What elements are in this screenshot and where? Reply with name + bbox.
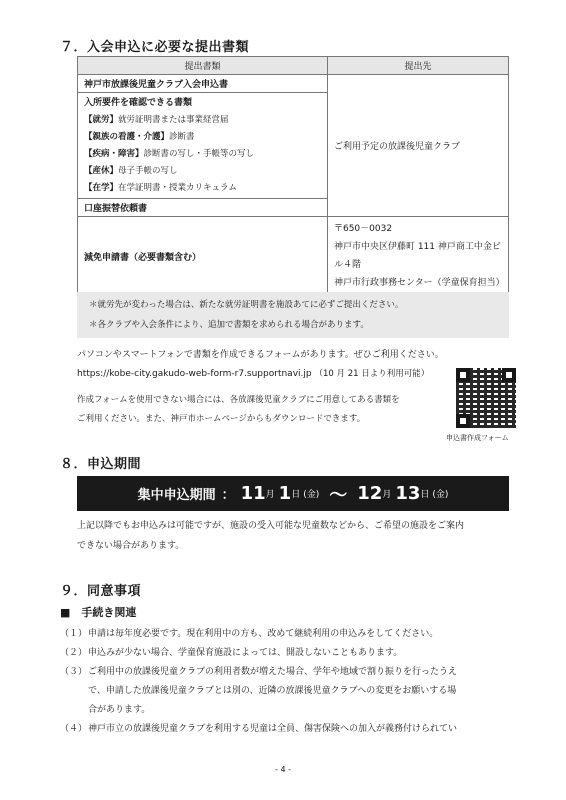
application-period-banner — [77, 476, 509, 511]
start-month-unit: 月 — [265, 490, 275, 500]
page-number: - 4 - — [275, 765, 291, 774]
tilde: ～ — [329, 484, 348, 506]
list-item: （３） ご利用中の放課後児童クラブの利用者数が増えた場合、学年や地域で割り振りを行ったうえ で、申請した放課後児童クラブとは別の、近隣の放課後児童クラブへの変更をお願いする場 合があります。 — [60, 667, 458, 715]
section-8-body-1: 上記以降でもお申込みは可能ですが、施設の受入可能な児童数などから、ご希望の施設をご案内 — [77, 521, 465, 531]
fallback-text-1: 作成フォームを使用できない場合には、各放課後児童クラブにご用意してある書類を — [77, 395, 400, 405]
note-item: ＊各クラブや入会条件により、追加で書類を求められる場合があります。 — [89, 320, 369, 330]
section-9-heading: ９．同意事項 — [60, 584, 142, 599]
start-day: 1 — [278, 483, 292, 504]
end-month: 12 — [357, 483, 383, 504]
requirement-item: 【疾病・障害】診断書の写し・手帳等の写し — [84, 149, 255, 159]
requirement-item: 【親族の看護・介護】診断書 — [84, 132, 195, 142]
row-bank-transfer: 口座振替依頼書 — [78, 199, 328, 217]
documents-table — [77, 56, 509, 296]
row-application-form: 神戸市放課後児童クラブ入会申込書 — [78, 75, 328, 93]
section-8-heading: ８．申込期間 — [60, 457, 142, 472]
list-item: （１） 申請は毎年度必要です。現在利用中の方も、改めて継続利用の申込みをしてください。 — [60, 629, 439, 639]
destination-club: ご利用予定の放課後児童クラブ — [327, 75, 508, 217]
postal-code: 〒650－0032 — [333, 224, 393, 234]
start-month: 11 — [240, 483, 266, 504]
online-form-date: （10 月 21 日より利用可能） — [314, 369, 430, 379]
list-item: （４） 神戸市立の放課後児童クラブを利用する児童は全員、傷害保険への加入が義務付けられてい — [60, 724, 458, 734]
notes-box — [77, 292, 509, 338]
requirement-item: 【就労】就労証明書または事業経営届 — [84, 115, 229, 125]
row-exemption: 減免申請書（必要書類含む） — [78, 217, 328, 296]
fallback-text-2: ご利用ください。また、神戸市ホームページからもダウンロードできます。 — [77, 414, 366, 424]
section-7-heading: ７．入会申込に必要な提出書類 — [60, 40, 250, 55]
requirement-item: 【産休】母子手帳の写し — [84, 166, 178, 176]
requirements-title: 入所要件を確認できる書類 — [84, 98, 193, 108]
qr-code[interactable] — [456, 368, 516, 428]
end-day: 13 — [395, 483, 421, 504]
banner-colon: ： — [221, 488, 235, 503]
banner-label: 集中申込期間 — [137, 488, 216, 503]
office-name: 神戸市行政事務センター（学童保育担当） — [333, 278, 505, 288]
online-form-text: パソコンやスマートフォンで書類を作成できるフォームがあります。ぜひご利用ください。 — [77, 350, 444, 360]
end-day-unit: 日 — [420, 490, 430, 500]
online-form-line — [77, 365, 429, 384]
section-8-body-2: できない場合があります。 — [77, 541, 185, 551]
qr-caption: 申込書作成フォーム — [446, 434, 509, 442]
end-month-unit: 月 — [382, 490, 392, 500]
list-item: （２） 申込みが少ない場合、学童保育施設によっては、開設しないこともあります。 — [60, 648, 403, 658]
address-line: 神戸市中央区伊藤町 111 神戸商工中金ビル４階 — [333, 242, 501, 270]
online-form-url[interactable]: https://kobe-city.gakudo-web-form-r7.supportnavi.jp — [77, 369, 312, 379]
requirement-item: 【在学】在学証明書・授業カリキュラム — [84, 183, 237, 193]
col-header-documents: 提出書類 — [78, 57, 328, 75]
exemption-address — [327, 217, 508, 296]
start-weekday: (金) — [303, 490, 320, 500]
col-header-destination: 提出先 — [327, 57, 508, 75]
start-day-unit: 日 — [291, 490, 301, 500]
note-item: ＊就労先が変わった場合は、新たな就労証明書を施設あてに必ずご提出ください。 — [89, 300, 404, 310]
row-requirements — [78, 93, 328, 199]
end-weekday: (金) — [432, 490, 449, 500]
section-9-subheading: ■ 手続き関連 — [60, 606, 137, 619]
consent-list — [60, 625, 520, 739]
